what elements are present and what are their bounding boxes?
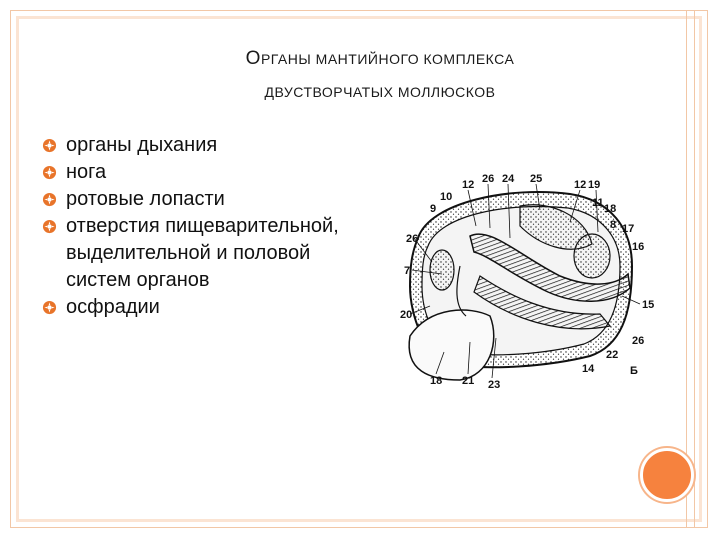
flower-bullet-icon bbox=[42, 300, 57, 315]
figure-label: 18 bbox=[430, 375, 443, 387]
figure-label: 15 bbox=[642, 299, 655, 311]
figure-label: 14 bbox=[582, 363, 595, 375]
figure-label: 7 bbox=[404, 265, 411, 277]
figure-label: 20 bbox=[400, 309, 413, 321]
figure-label: 16 bbox=[632, 241, 645, 253]
figure-label: 17 bbox=[622, 223, 635, 235]
figure-label: 26 bbox=[632, 335, 645, 347]
figure-label: 26 bbox=[406, 233, 419, 245]
figure-label: 18 bbox=[604, 203, 617, 215]
flower-bullet-icon bbox=[42, 165, 57, 180]
list-item: осфрадии bbox=[42, 294, 362, 321]
bullet-list bbox=[42, 132, 362, 321]
mollusc-anatomy-figure bbox=[370, 166, 662, 390]
figure-label: 12 bbox=[462, 179, 475, 191]
figure-label: 11 bbox=[592, 197, 604, 209]
figure-label: 25 bbox=[530, 173, 543, 185]
list-item: отверстия пищеварительной, выделительной и половой систем органов bbox=[42, 213, 362, 294]
figure-label: 23 bbox=[488, 379, 501, 390]
list-item: ротовые лопасти bbox=[42, 186, 362, 213]
flower-bullet-icon bbox=[42, 192, 57, 207]
flower-bullet-icon bbox=[42, 138, 57, 153]
figure-label: 21 bbox=[462, 375, 475, 387]
figure-label: 26 bbox=[482, 173, 495, 185]
figure-label: Б bbox=[630, 365, 638, 377]
figure-label: 12 bbox=[574, 179, 587, 191]
decorative-orange-circle bbox=[640, 448, 694, 502]
figure-label: 8 bbox=[610, 219, 617, 231]
list-item: нога bbox=[42, 159, 362, 186]
figure-label: 24 bbox=[502, 173, 515, 185]
figure-label: 22 bbox=[606, 349, 619, 361]
list-item: органы дыхания bbox=[42, 132, 362, 159]
slide-title-line2: ДВУСТВОРЧАТЫХ МОЛЛЮСКОВ bbox=[264, 84, 496, 100]
figure-label: 19 bbox=[588, 179, 601, 191]
flower-bullet-icon bbox=[42, 219, 57, 234]
figure-label: 9 bbox=[430, 203, 437, 215]
figure-label: 10 bbox=[440, 191, 453, 203]
slide-title-line1: ОРГАНЫ МАНТИЙНОГО КОМПЛЕКСА bbox=[245, 48, 515, 69]
